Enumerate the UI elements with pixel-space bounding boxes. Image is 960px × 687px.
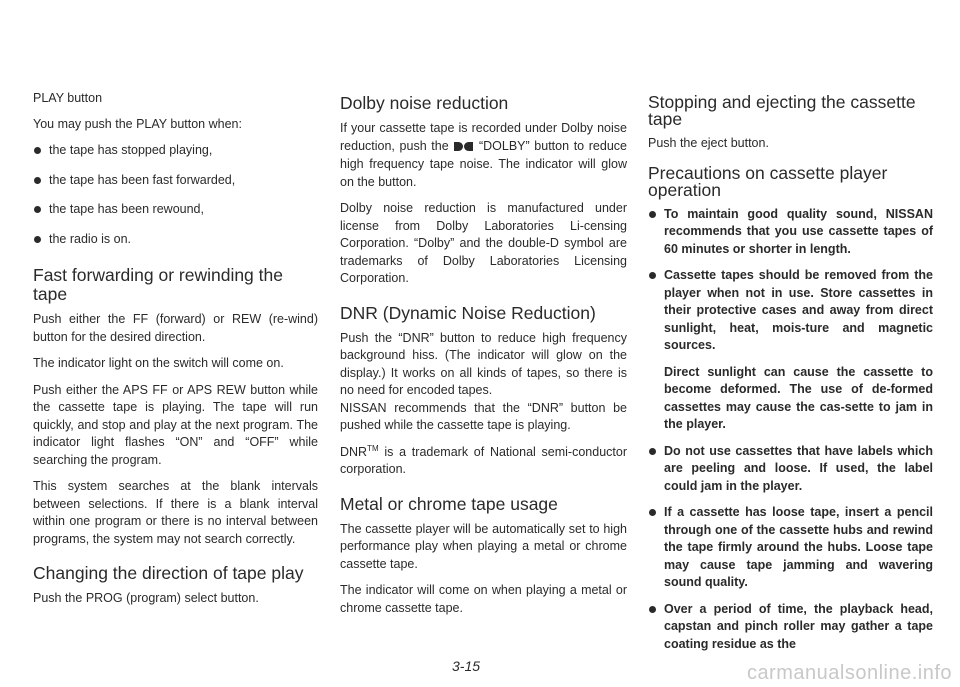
list-item: Over a period of time, the playback head, capstan and pinch roller may gather a tape coating residue as the	[648, 601, 933, 654]
play-bullet-list	[33, 142, 318, 248]
paragraph: The indicator will come on when playing a metal or chrome cassette tape.	[340, 583, 627, 615]
dolby-heading: Dolby noise reduction	[340, 93, 509, 113]
bullet-icon	[649, 448, 656, 455]
paragraph: Push the PROG (program) select button.	[33, 591, 259, 605]
bullet-icon	[649, 211, 656, 218]
bullet-icon	[34, 236, 41, 243]
paragraph: Push either the FF (forward) or REW (re-wind) button for the desired direction.	[33, 312, 318, 344]
column-middle	[340, 90, 627, 626]
fast-forward-heading: Fast forwarding or rewinding the tape	[33, 265, 283, 304]
bullet-icon	[34, 177, 41, 184]
list-item: the radio is on.	[33, 231, 318, 249]
paragraph: Push the eject button.	[648, 136, 769, 150]
precautions-heading: Precautions on cassette player operation	[648, 162, 888, 200]
paragraph: DNR™ is a trademark of National semi-conductor corporation.	[340, 443, 627, 476]
list-item: Cassette tapes should be removed from the player when not in use. Store cassettes in their protective cases and away from direct sunlight, heat, mois-ture and magnetic sources.	[648, 267, 933, 355]
paragraph: Push the “DNR” button to reduce high frequency background hiss. (The indicator will glow on the display.) It works on all kinds of tapes, so there is no need for encoded tapes.	[340, 330, 627, 397]
play-button-heading: PLAY button	[33, 91, 103, 105]
bullet-icon	[34, 147, 41, 154]
watermark: carmanualsonline.info	[746, 662, 952, 684]
list-item: Do not use cassettes that have labels which are peeling and loose. If used, the label could jam in the player.	[648, 443, 933, 496]
change-direction-heading: Changing the direction of tape play	[33, 563, 304, 583]
paragraph: The indicator light on the switch will come on.	[33, 356, 284, 370]
paragraph: Dolby noise reduction is manufactured under license from Dolby Laboratories Li-censing Corporation. “Dolby” and the double-D symbol are trademarks of Dolby Laboratories Licensing Corporation.	[340, 201, 627, 285]
play-intro: You may push the PLAY button when:	[33, 116, 242, 131]
list-item: the tape has been rewound,	[33, 201, 318, 219]
bullet-icon	[649, 606, 656, 613]
paragraph: NISSAN recommends that the “DNR” button be pushed while the cassette tape is playing.	[340, 400, 627, 432]
precautions-list-continued	[648, 443, 933, 654]
list-item: To maintain good quality sound, NISSAN recommends that you use cassette tapes of 60 minutes or shorter in length.	[648, 206, 933, 259]
list-item: the tape has stopped playing,	[33, 142, 318, 160]
bullet-icon	[649, 272, 656, 279]
metal-chrome-heading: Metal or chrome tape usage	[340, 493, 558, 514]
bullet-icon	[34, 206, 41, 213]
precautions-list	[648, 206, 933, 355]
list-item: If a cassette has loose tape, insert a pencil through one of the cassette hubs and rewind the tape firmly around the hubs. Loose tape may cause tape jamming and wavering sound quality.	[648, 504, 933, 592]
precaution-note: Direct sunlight can cause the cassette to become deformed. The use of de-formed cassettes may cause the cas-sette to jam in the player.	[664, 364, 933, 431]
column-right	[648, 90, 933, 662]
paragraph: If your cassette tape is recorded under Dolby noise reduction, push the “DOLBY” button to reduce high frequency tape noise. The indicator will glow on the button.	[340, 121, 627, 189]
paragraph: Push either the APS FF or APS REW button while the cassette tape is playing. The tape will run quickly, and stop and play at the next program. The indicator light flashes “ON” and “OFF” while searching the program.	[33, 382, 318, 467]
dolby-double-d-icon	[454, 139, 473, 157]
bullet-icon	[649, 509, 656, 516]
trademark-mark: TM	[367, 443, 379, 453]
paragraph: The cassette player will be automatically set to high performance play when playing a metal or chrome cassette tape.	[340, 521, 627, 571]
paragraph: This system searches at the blank intervals between selections. If there is a blank interval within one program or there is no interval between programs, the system may not search correctly.	[33, 479, 318, 546]
page-number: 3-15	[452, 658, 481, 674]
list-item: the tape has been fast forwarded,	[33, 172, 318, 190]
stopping-ejecting-heading: Stopping and ejecting the cassette tape	[648, 92, 916, 129]
dnr-heading: DNR (Dynamic Noise Reduction)	[340, 302, 596, 323]
column-left	[33, 90, 318, 617]
